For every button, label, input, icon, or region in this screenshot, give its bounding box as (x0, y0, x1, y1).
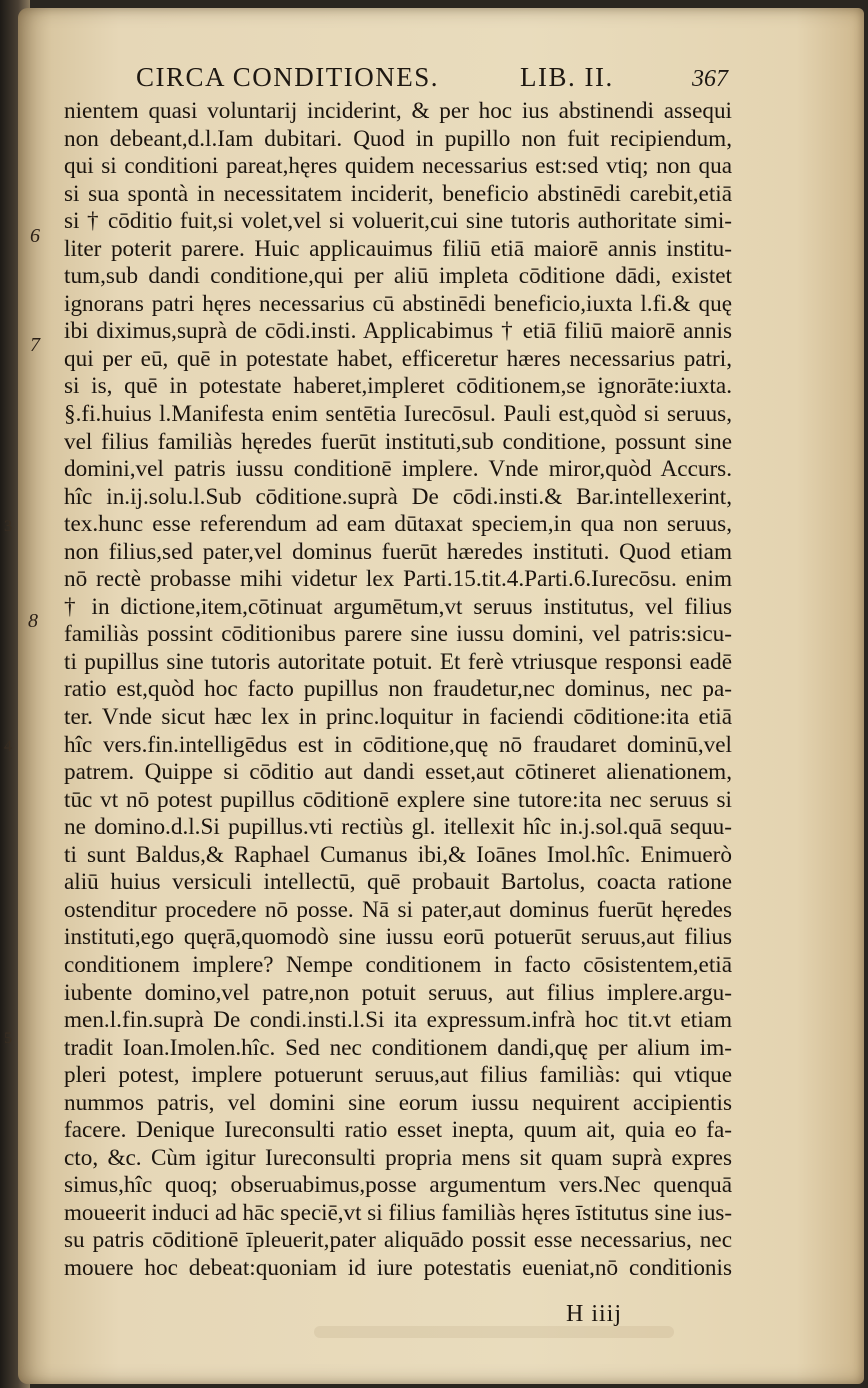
text-line: §.fi.huius l.Manifesta enim sentētia Iurecōsul. Pauli est,quòd si seruus, (64, 401, 732, 428)
running-head-title: CIRCA CONDITIONES. (136, 62, 440, 92)
text-line: men.l.fin.suprà De condi.insti.l.Si ita expressum.infrà hoc tit.vt etiam (64, 1007, 732, 1034)
text-line: aliū huius versiculi intellectū, quē probauit Bartolus, coacta ratione (64, 869, 732, 896)
margin-note-8: 8 (28, 610, 38, 632)
text-line: patrem. Quippe si cōditio aut dandi esset,aut cōtineret alienationem, (64, 759, 732, 786)
text-line: hîc vers.fin.intelligēdus est in cōditione,quę nō fraudaret dominū,vel (64, 731, 732, 758)
text-line: pleri potest, implere potuerunt seruus,aut filius familiàs: qui vtique (64, 1062, 732, 1089)
text-line: nummos patris, vel domini sine eorum iussu nequirent accipientis (64, 1089, 732, 1116)
running-head (136, 62, 736, 102)
text-line: nientem quasi voluntarij inciderint, & per hoc ius abstinendi assequi (64, 98, 732, 124)
edge-mark-4: 4 (4, 738, 12, 755)
show-through-smudge (314, 1326, 674, 1338)
text-line: liter poterit parere. Huic applicauimus filiū etiā maiorē annis institu- (64, 235, 732, 262)
signature-mark: H iiij (566, 1301, 623, 1327)
text-line: ignorans patri hęres necessarius cū abstinēdi beneficio,iuxta l.fi.& quę (64, 290, 732, 317)
text-line: ti sunt Baldus,& Raphael Cumanus ibi,& Ioānes Imol.hîc. Enimuerò (64, 841, 732, 868)
text-line: † in dictione,item,cōtinuat argumētum,vt seruus institutus, vel filius (64, 593, 732, 620)
text-line: hîc in.ij.solu.l.Sub cōditione.suprà De cōdi.insti.& Bar.intellexerint, (64, 483, 732, 510)
edge-mark-5: 5 (4, 1030, 12, 1047)
text-line: simus,hîc quoq; obseruabimus,posse argumentum vers.Nec quenquā (64, 1172, 732, 1199)
text-line: vel filius familiàs hęredes fuerūt instituti,sub conditione, possunt sine (64, 428, 732, 455)
text-line: instituti,ego quęrā,quomodò sine iussu eorū potuerūt seruus,aut filius (64, 924, 732, 951)
page-leaf (4, 8, 864, 1384)
text-line: tūc vt nō potest pupillus cōditionē explere sine tutore:ita nec seruus si (64, 786, 732, 813)
text-line: non debeant,d.l.Iam dubitari. Quod in pupillo non fuit recipiendum, (64, 125, 732, 152)
text-line: su patris cōditionē īpleuerit,pater aliquādo possit esse necessarius, nec (64, 1227, 732, 1254)
text-line: ibi diximus,suprà de cōdi.insti. Applicabimus † etiā filiū maiorē annis (64, 318, 732, 345)
text-line: ter. Vnde sicut hæc lex in princ.loquitur in faciendi cōditione:ita etiā (64, 704, 732, 731)
text-line: familiàs possint cōditionibus parere sine iussu domini, vel patris:sicu- (64, 621, 732, 648)
text-line: qui si conditioni pareat,hęres quidem necessarius est:sed vtiq; non qua (64, 153, 732, 180)
edge-mark-3: 3 (4, 518, 12, 535)
text-line: si is, quē in potestate haberet,impleret cōditionem,se ignorāte:iuxta. (64, 373, 732, 400)
text-line: cto, &c. Cùm igitur Iureconsulti propria mens sit quam suprà expres (64, 1144, 732, 1171)
text-line: si sua spontà in necessitatem inciderit, beneficio abstinēdi carebit,etiā (64, 180, 732, 207)
folio-number: 367 (692, 66, 728, 92)
margin-note-6: 6 (30, 225, 40, 247)
text-line: domini,vel patris iussu conditionē implere. Vnde miror,quòd Accurs. (64, 456, 732, 483)
text-line: ne domino.d.l.Si pupillus.vti rectiùs gl. itellexit hîc in.j.sol.quā sequu- (64, 814, 732, 841)
text-line: tex.hunc esse referendum ad eam dūtaxat speciem,in qua non seruus, (64, 511, 732, 538)
running-head-book: LIB. II. (520, 62, 614, 92)
body-text (64, 98, 732, 1283)
text-line: si † cōditio fuit,si volet,vel si voluerit,cui sine tutoris authoritate simi- (64, 208, 732, 235)
text-line: ti pupillus sine tutoris autoritate potuit. Et ferè vtriusque responsi eadē (64, 648, 732, 675)
text-line: ratio est,quòd hoc facto pupillus non fraudetur,nec dominus, nec pa- (64, 676, 732, 703)
text-line: iubente domino,vel patre,non potuit seruus, aut filius implere.argu- (64, 979, 732, 1006)
text-line: facere. Denique Iureconsulti ratio esset inepta, quum ait, quia eo fa- (64, 1117, 732, 1144)
text-line: tum,sub dandi conditione,qui per aliū impleta cōditione dādi, existet (64, 263, 732, 290)
text-line: ostenditur procedere nō posse. Nā si pater,aut dominus fuerūt hęredes (64, 896, 732, 923)
text-line: moueerit induci ad hāc speciē,vt si filius familiàs hęres īstitutus sine ius- (64, 1199, 732, 1226)
text-line: tradit Ioan.Imolen.hîc. Sed nec conditionem dandi,quę per alium im- (64, 1034, 732, 1061)
text-line: mouere hoc debeat:quoniam id iure potestatis eueniat,nō conditionis (64, 1254, 732, 1281)
text-line: non filius,sed pater,vel dominus fuerūt hæredes instituti. Quod etiam (64, 538, 732, 565)
text-line: nō rectè probasse mihi videtur lex Parti.15.tit.4.Parti.6.Iurecōsu. enim (64, 566, 732, 593)
text-line: conditionem implere? Nempe conditionem in facto cōsistentem,etiā (64, 951, 732, 978)
margin-note-7: 7 (30, 334, 40, 356)
text-line: qui per eū, quē in potestate habet, efficeretur hæres necessarius patri, (64, 345, 732, 372)
